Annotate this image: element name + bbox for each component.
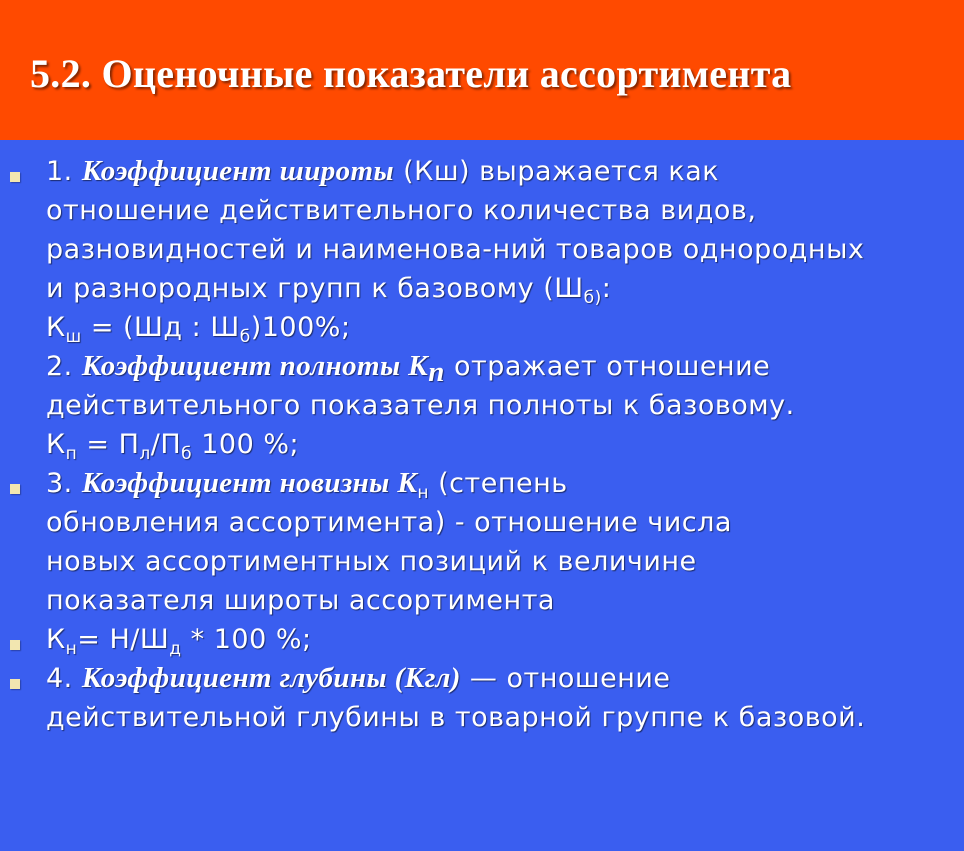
text-line: 1. Коэффициент широты (Кш) выражается как xyxy=(46,155,720,187)
formula-width: $К_ш = (Шд$ : $Ш_б)100\%$; xyxy=(46,312,351,347)
bullet-list xyxy=(0,152,964,737)
list-item-depth xyxy=(0,659,964,737)
formula-novelty: $К_н= Н/Ш_д * 100$ %; xyxy=(46,624,312,659)
title-banner xyxy=(0,0,964,140)
formula-completeness: $К_п = П_л/П_б$ 100 %; xyxy=(46,429,300,464)
text-line: действительной глубины в товарной группе к базовой. xyxy=(46,702,866,733)
text-line: 4. Коэффициент глубины (Кгл) — отношение xyxy=(46,662,671,694)
text-line: 2. Коэффициент полноты $К_п$ отражает отношение xyxy=(46,350,771,388)
list-item-novelty-formula xyxy=(0,620,964,659)
square-bullet-icon xyxy=(10,679,20,689)
list-item-width-completeness xyxy=(0,152,964,464)
text-line: показателя широты ассортимента xyxy=(46,585,555,616)
text-line: отношение действительного количества видов, xyxy=(46,195,757,226)
text-line: обновления ассортимента) - отношение числа xyxy=(46,507,732,538)
square-bullet-icon xyxy=(10,640,20,650)
text-line: и разнородных групп к базовому ($Ш_{б)}$: xyxy=(46,273,612,308)
text-line: разновидностей и наименова-ний товаров однородных xyxy=(46,234,865,265)
slide-title: 5.2. Оценочные показатели ассортимента xyxy=(30,51,792,96)
list-item-novelty xyxy=(0,464,964,620)
text-line: 3. Коэффициент новизны $К_н$ (степень xyxy=(46,467,568,503)
text-line: новых ассортиментных позиций к величине xyxy=(46,546,697,577)
square-bullet-icon xyxy=(10,484,20,494)
text-line: действительного показателя полноты к базовому. xyxy=(46,390,795,421)
square-bullet-icon xyxy=(10,172,20,182)
